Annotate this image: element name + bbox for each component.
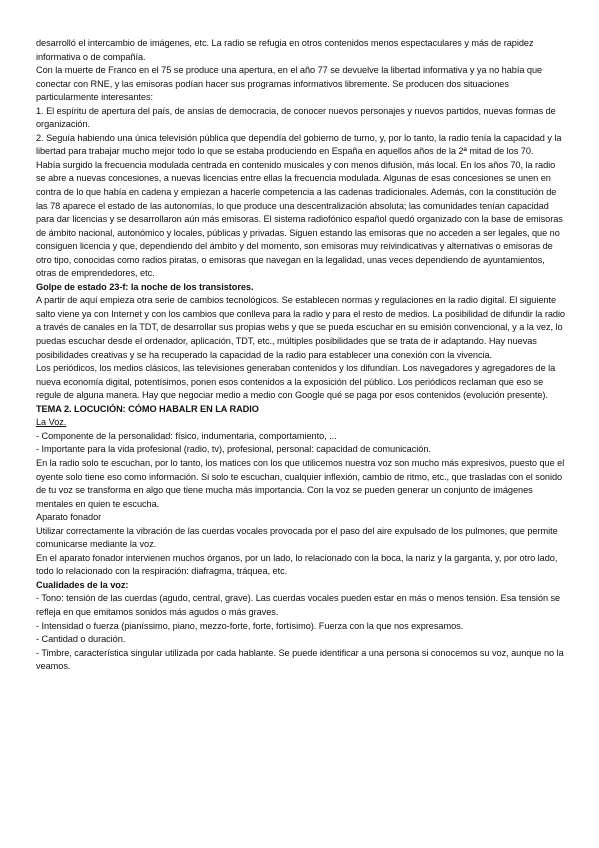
section-heading: Cualidades de la voz:: [36, 579, 129, 590]
list-item: - Intensidad o fuerza (pianíssimo, piano, mezzo-forte, forte, fortísimo). Fuerza con la que nos expresamos.: [36, 620, 464, 631]
subsection-heading: Aparato fonador: [36, 512, 102, 523]
paragraph: Con la muerte de Franco en el 75 se produce una apertura, en el año 77 se devuelve la libertad informativa y ya no había que conectar con RNE, y las emisoras podían hacer sus programas informativos libremente. Se producen dos situaciones particularmente interesantes:: [36, 65, 543, 103]
list-item: - Componente de la personalidad: físico, indumentaria, comportamiento, ...: [36, 430, 337, 441]
paragraph: Los periódicos, los medios clásicos, las televisiones generaban contenidos y los difundían. Los navegadores y agregadores de la nueva economía digital, potentísimos, ponen esos contenidos a la exposición del público. Los periódicos reclaman que eso se regule de alguna manera. Hay que negociar medio a medio con Google qué se paga por esos contenidos (evolución presente).: [36, 363, 556, 401]
section-heading: Golpe de estado 23-f: la noche de los transistores.: [36, 281, 254, 292]
paragraph: En la radio solo te escuchan, por lo tanto, los matices con los que utilicemos nuestra voz son mucho más expresivos, puesto que el oyente solo tiene eso como información. Si solo te escuchan, cualquier inflexión, cambio de ritmo, etc., que trasladas con el sonido de tu voz se transforma en algo que tiene mucha más importancia. Con la voz se pueden generar un conjunto de imágenes mentales en quien te escucha.: [36, 457, 565, 509]
list-item: - Tono: tensión de las cuerdas (agudo, central, grave). Las cuerdas vocales pueden estar en más o menos tensión. Esa tensión se refleja en que emitamos sonidos más agudos o más graves.: [36, 593, 561, 617]
paragraph: Había surgido la frecuencia modulada centrada en contenido musicales y con menos difusión, más local. En los años 70, la radio se abre a nuevas concesiones, a nuevas licencias entre ellas la frecuencia modulada. Algunas de esas concesiones se unen en contra de lo que había en cadena y empiezan a hacerle competencia a las cadenas tradicionales. Además, con la constitución de las 78 aparece el estado de las autonomías, lo que produce una descentralización absoluta; las comunidades tenían capacidad para dar licencias y se desarrollaron aún más emisoras. El sistema radiofónico español quedó organizado con la base de emisoras de ámbito nacional, autonómico y locales, públicas y privadas. Siguen estando las emisoras que no acceden a ser legales, que no consiguen licencia y que, dependiendo del ámbito y del momento, son emisoras muy reivindicativas y alternativas o emisoras de otro tipo, conocidas como radios piratas, o emisoras que navegan en la legalidad, unas veces dependiendo de ayuntamientos, otras de emprendedores, etc.: [36, 159, 563, 279]
list-item: 1. El espíritu de apertura del país, de ansías de democracia, de conocer nuevos personajes y nuevos partidos, nuevas formas de organización.: [36, 105, 556, 130]
chapter-heading: TEMA 2. LOCUCIÓN: CÓMO HABALR EN LA RADIO: [36, 403, 259, 414]
list-item: - Timbre, característica singular utilizada por cada hablante. Se puede identificar a una persona si conocemos su voz, aunque no la veamos.: [36, 647, 564, 672]
subsection-heading: La Voz.: [36, 417, 67, 428]
paragraph: En el aparato fonador intervienen muchos órganos, por un lado, lo relacionado con la boca, la nariz y la garganta, y, por otro lado, todo lo relacionado con la respiración: diafragma, tráquea, etc.: [36, 552, 558, 577]
list-item: - Importante para la vida profesional (radio, tv), profesional, personal: capacidad de comunicación.: [36, 444, 431, 455]
paragraph: A partir de aquí empieza otra serie de cambios tecnológicos. Se establecen normas y regulaciones en la radio digital. El siguiente salto viene ya con Internet y con los cambios que conlleva para la radio y para el resto de medios. La posibilidad de difundir la radio a través de canales en la TDT, de desarrollar sus propias webs y que se pueda escuchar en su emisión convencional, y a la vez, lo puedas escuchar desde el ordenador, aplicación, TDT, etc., múltiples posibilidades que se trata de ir adaptando. Hay nuevas posibilidades creativas y se ha recuperado la capacidad de la radio para establecer una conexión con la vivencia.: [36, 295, 565, 360]
paragraph: desarrolló el intercambio de imágenes, etc. La radio se refugia en otros contenidos menos espectaculares y más de rapidez informativa o de compañía.: [36, 38, 534, 62]
paragraph: Utilizar correctamente la vibración de las cuerdas vocales provocada por el paso del aire expulsado de los pulmones, que permite comunicarse mediante la voz.: [36, 525, 558, 550]
list-item: 2. Seguía habiendo una única televisión pública que dependía del gobierno de turno, y, por lo tanto, la radio tenía la capacidad y la libertad para trabajar mucho mejor todo lo que se estaba produciendo en España en aquellos años de la 2ª mitad de los 70.: [36, 132, 562, 157]
list-item: - Cantidad o duración.: [36, 634, 126, 645]
